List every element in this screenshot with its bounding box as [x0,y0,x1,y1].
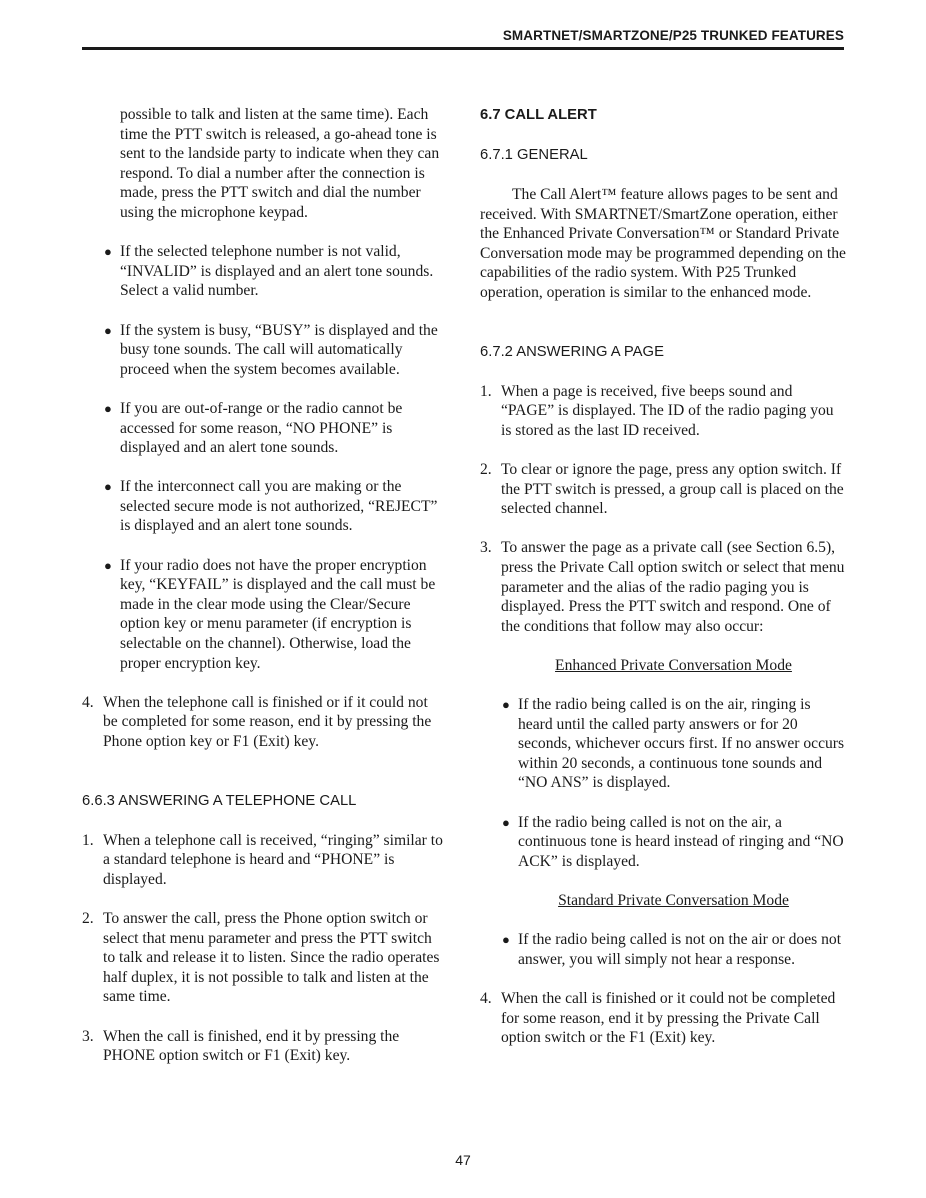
step-number: 1. [480,382,492,400]
bullet-text: If the selected telephone number is not valid, “INVALID” is displayed and an alert tone sounds. Select a valid number. [120,243,434,300]
section-heading-6-6-3: 6.6.3 ANSWERING A TELEPHONE CALL [82,792,357,809]
numbered-step [82,693,446,752]
bullet-text: If the radio being called is not on the air, a continuous tone is heard instead of ringing and “NO ACK” is displayed. [518,813,844,870]
section-heading-6-7: 6.7 CALL ALERT [480,107,597,123]
step-number: 2. [82,909,94,927]
step-text: To answer the page as a private call (see Section 6.5), press the Private Call option switch or select that menu parameter and the alias of the radio paging you is displayed. Press the PTT switch and respond. One of the conditions that follow may also occur: [501,539,845,635]
list-item [82,399,446,458]
bullet-icon: ● [104,244,112,260]
step-number: 1. [82,831,94,849]
step-text: When a page is received, five beeps sound and “PAGE” is displayed. The ID of the radio paging you is stored as the last ID received. [501,382,834,439]
bullet-icon: ● [502,697,510,713]
numbered-step [82,831,446,890]
bullet-icon: ● [104,479,112,495]
numbered-step [480,538,846,636]
section-heading-6-7-2: 6.7.2 ANSWERING A PAGE [480,343,664,360]
numbered-step [480,460,846,519]
list-item [82,242,446,301]
step-number: 3. [480,539,492,557]
bullet-text: If the system is busy, “BUSY” is displayed and the busy tone sounds. The call will automatically proceed when the system becomes available. [120,321,438,378]
step-text: When the call is finished, end it by pressing the PHONE option switch or F1 (Exit) key. [103,1027,400,1065]
list-item [480,695,846,793]
header-rule [82,47,844,50]
bullet-text: If the radio being called is not on the air or does not answer, you will simply not hear a response. [518,931,842,968]
list-item [82,321,446,380]
list-item [480,930,846,969]
step-number: 3. [82,1027,94,1045]
left-column [82,105,446,1085]
right-column [480,105,846,1067]
standard-mode-title: Standard Private Conversation Mode [558,892,789,909]
bullet-text: If you are out-of-range or the radio cannot be accessed for some reason, “NO PHONE” is displayed and an alert tone sounds. [120,399,403,457]
step-number: 4. [82,693,94,711]
bullet-text: If your radio does not have the proper encryption key, “KEYFAIL” is displayed and the call must be made in the clear mode using the Clear/Secure option key or menu parameter (if encryption is selectable on the channel). Otherwise, load the proper encryption key. [120,556,436,672]
page-header-title: SMARTNET/SMARTZONE/P25 TRUNKED FEATURES [502,28,844,43]
list-item [480,813,846,872]
list-item [82,556,446,674]
enhanced-mode-title: Enhanced Private Conversation Mode [555,656,792,674]
continuation-paragraph: possible to talk and listen at the same time). Each time the PTT switch is released, a go-ahead tone is sent to the landside party to indicate when they can respond. To dial a number after the connection is made, press the PTT switch and dial the number using the microphone keypad. [120,106,440,221]
section-heading-6-7-1: 6.7.1 GENERAL [480,147,588,163]
numbered-step [82,909,446,1007]
step-text: To answer the call, press the Phone option switch or select that menu parameter and press the PTT switch to talk and release it to listen. Since the radio operates half duplex, it is not possible to talk and listen at the same time. [103,909,440,1006]
bullet-icon: ● [104,557,112,573]
numbered-step [480,382,846,441]
step-number: 4. [480,989,492,1007]
step-text: When the telephone call is finished or if it could not be completed for some reason, end it by pressing the Phone option key or F1 (Exit) key. [103,693,432,750]
bullet-text: If the radio being called is on the air, ringing is heard until the called party answers or for 20 seconds, whichever occurs first. If no answer occurs within 20 seconds, a continuous tone sounds and “NO ANS” is displayed. [518,696,845,792]
numbered-step [82,1027,446,1066]
bullet-icon: ● [104,322,112,338]
step-number: 2. [480,460,492,478]
bullet-icon: ● [104,400,112,416]
bullet-icon: ● [502,932,510,948]
step-text: When a telephone call is received, “ringing” similar to a standard telephone is heard and “PHONE” is displayed. [103,831,443,888]
general-paragraph: The Call Alert™ feature allows pages to be sent and received. With SMARTNET/SmartZone operation, either the Enhanced Private Conversation™ or Standard Private Conversation mode may be programmed depending on the capabilities of the radio system. With P25 Trunked operation, operation is similar to the enhanced mode. [480,186,846,301]
bullet-text: If the interconnect call you are making or the selected secure mode is not authorized, “REJECT” is displayed and an alert tone sounds. [120,478,438,535]
step-text: To clear or ignore the page, press any option switch. If the PTT switch is pressed, a group call is placed on the selected channel. [501,460,844,518]
page-number: 47 [455,1152,471,1168]
bullet-icon: ● [502,814,510,830]
numbered-step [480,989,846,1048]
list-item [82,477,446,536]
step-text: When the call is finished or it could not be completed for some reason, end it by pressing the Private Call option switch or the F1 (Exit) key. [501,989,836,1047]
